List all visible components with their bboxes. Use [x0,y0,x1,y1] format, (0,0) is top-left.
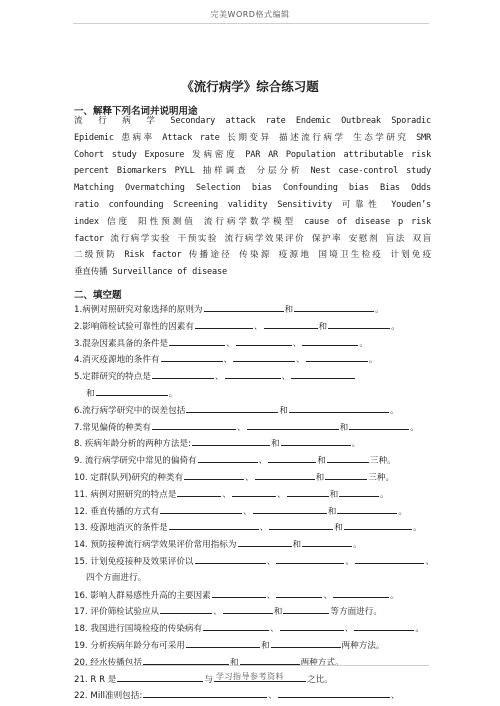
separator-text: 、 [213,607,222,618]
answer-blank[interactable] [268,452,316,463]
separator-text: 、 [266,556,276,567]
terms-line: Matching Overmatching Selection bias Confounding bias Bias Odds [74,183,431,194]
question-ending: 、 [425,556,434,567]
terms-line: percent Biomarkers PYLL 抽样调查 分层分析 Nest case-control study [74,166,431,177]
question-item [74,385,434,402]
separator-text: 和 [229,657,239,668]
answer-blank[interactable] [291,368,355,379]
separator-text: 和 [270,439,280,450]
answer-blank[interactable] [328,318,390,329]
question-item [74,587,434,604]
question-text: 8. 疾病年龄分析的两种方法是: [74,439,191,450]
answer-blank[interactable] [302,335,358,346]
separator-text: 、 [292,338,302,349]
separator-text: 、 [345,556,354,567]
question-ending: 两种方式。 [300,657,344,668]
question-text: 2.影响筛检试验可靠性的因素有 [74,321,194,332]
answer-blank[interactable] [276,587,322,598]
question-item [74,553,434,570]
answer-blank[interactable] [339,486,379,497]
page-footer: 学习指导参考资料 [216,672,284,681]
question-ending: 三种。 [368,472,395,483]
question-item [74,654,434,671]
question-item [74,503,434,520]
question-text: 22. Mill准则包括: [74,691,143,702]
question-item [74,687,434,704]
separator-text: 和 [327,506,337,517]
separator-text: 和 [329,489,339,500]
question-ending: 。 [391,321,400,332]
answer-blank[interactable] [233,351,295,362]
question-text: 19. 分析疾病年龄分布可采用 [74,640,185,651]
separator-text: 、 [223,355,233,366]
answer-blank[interactable] [349,419,409,430]
question-text: 17. 评价筛检试验应从 [74,607,160,618]
question-item [74,335,434,352]
question-item [74,536,434,553]
answer-blank[interactable] [225,368,281,379]
separator-text: 和 [273,607,283,618]
answer-blank[interactable] [325,469,367,480]
question-item [74,318,434,335]
answer-blank[interactable] [344,519,412,530]
separator-text: 、 [222,489,231,500]
answer-blank[interactable] [192,435,270,446]
question-ending: 。 [410,422,419,433]
terms-line: ratio confounding Screening validity Sensitivity 可靠性 Youden’s [74,199,431,210]
separator-text: 、 [296,355,305,366]
separator-text: 、 [270,624,279,635]
answer-blank[interactable] [232,486,276,497]
question-text: 1.病例对照研究对象选择的原则为 [74,305,203,315]
separator-text: 、 [281,372,291,383]
question-ending: 等方面进行。 [330,607,382,618]
question-item [74,519,434,536]
answer-blank[interactable] [186,637,260,648]
question-ending: 。 [380,489,389,500]
separator-text: 和 [318,321,328,332]
question-text: 21. R R 是 [74,674,117,685]
answer-blank[interactable] [223,603,273,614]
answer-blank[interactable] [160,503,242,514]
answer-blank[interactable] [161,351,223,362]
question-text: 四个方面进行。 [86,572,147,583]
separator-text: 和 [317,456,326,467]
separator-text: 、 [268,691,277,702]
question-ending: 。 [389,405,399,416]
question-text: 7.常见偏倚的种类有 [74,422,151,433]
question-ending: 。 [168,388,178,399]
question-item [74,452,434,469]
question-item [74,469,434,486]
separator-text: 、 [253,321,263,332]
answer-blank[interactable] [287,486,329,497]
answer-blank[interactable] [281,435,351,446]
answer-blank[interactable] [236,335,292,346]
answer-blank[interactable] [278,687,390,698]
answer-blank[interactable] [204,301,284,312]
question-text: 和 [86,388,95,399]
page-header: 完美WORD格式编辑 [210,10,290,19]
answer-blank[interactable] [195,318,253,329]
answer-blank[interactable] [212,587,266,598]
question-item [74,486,434,503]
answer-blank[interactable] [280,620,344,631]
separator-text: 、 [259,523,269,534]
question-text: 9. 流行病学研究中常见的偏倚有 [74,456,197,467]
question-item [74,570,434,587]
separator-text: 、 [226,338,235,349]
section-1-terms [74,113,431,281]
terms-line: 垂直传播 Surveillance of disease [74,267,227,278]
answer-blank[interactable] [143,687,267,698]
separator-text: 、 [276,489,286,500]
answer-blank[interactable] [289,402,389,413]
question-text: 3.混杂因素具备的条件是 [74,338,169,349]
question-ending: 之比。 [307,674,333,685]
separator-text: 和 [315,472,325,483]
header-divider [73,23,429,24]
separator-text: 和 [334,523,343,534]
answer-blank[interactable] [152,419,236,430]
question-ending: 两种方法。 [341,640,385,651]
answer-blank[interactable] [269,519,333,530]
answer-blank[interactable] [354,620,414,631]
question-item [74,351,434,368]
answer-blank[interactable] [337,503,397,514]
answer-blank[interactable] [283,603,329,614]
section-2-heading: 二、填空题 [74,290,122,301]
question-text: 14. 预防接种流行病学效果评价常用指标为 [74,540,237,551]
separator-text: 和 [339,422,349,433]
question-text: 11. 病例对照研究的特点是 [74,489,177,500]
answer-blank[interactable] [169,519,259,530]
separator-text: 、 [323,590,332,601]
terms-line: index 信度 阳性预测值 流行病学数学模型 cause of disease p risk [74,216,431,227]
separator-text: 与 [204,674,214,685]
terms-line: 流 行 病 学 Secondary attack rate Endemic Outbreak Sporadic [74,116,431,126]
answer-blank[interactable] [327,452,369,463]
question-text: 5.定群研究的特点是 [74,372,151,383]
question-text: 15. 计划免疫接种及效果评价以 [74,556,194,567]
answer-blank[interactable] [264,318,318,329]
separator-text: 、 [258,456,268,467]
question-text: 6.流行病学研究中的误差包括 [74,405,186,416]
terms-line: factor 流行病学实验 干预实验 流行病学效果评价 保护率 安慰剂 盲法 双盲 [74,233,431,244]
question-ending: 。 [375,305,384,315]
question-ending: 。 [351,439,361,450]
answer-blank[interactable] [240,654,300,665]
question-text: 18. 我国进行国境检疫的传染病有 [74,624,203,635]
answer-blank[interactable] [253,503,327,514]
question-item [74,637,434,654]
separator-text: 、 [245,472,254,483]
question-ending: 。 [389,590,399,601]
answer-blank[interactable] [186,402,278,413]
question-item [74,368,434,385]
question-ending: 。 [359,338,368,349]
answer-blank[interactable] [306,351,368,362]
separator-text: 、 [344,624,354,635]
separator-text: 、 [214,372,224,383]
question-item [74,620,434,637]
question-item [74,603,434,620]
answer-blank[interactable] [152,368,214,379]
question-ending: 。 [353,540,362,551]
answer-blank[interactable] [143,654,229,665]
section-1-heading: 一、解释下列名词并说明用途 [74,106,198,117]
separator-text: 、 [243,506,252,517]
separator-text: 和 [284,305,294,315]
terms-line: Cohort study Exposure 发病密度 PAR AR Population attributable risk [74,149,431,160]
separator-text: 和 [279,405,288,416]
question-text: 13. 疫源地消灭的条件是 [74,523,168,534]
question-ending: 。 [412,523,422,534]
separator-text: 和 [260,640,270,651]
answer-blank[interactable] [238,536,292,547]
answer-blank[interactable] [195,553,266,564]
separator-text: 和 [292,540,302,551]
answer-blank[interactable] [355,553,425,564]
answer-blank[interactable] [302,536,352,547]
document-title: 《流行病学》综合练习题 [181,79,319,94]
question-item [74,402,434,419]
question-item [74,419,434,436]
question-ending: 。 [398,506,407,517]
question-ending: 。 [415,624,424,635]
terms-line: 二级预防 Risk factor 传播途径 传染源 疫源地 国境卫生检疫 计划免疫 [74,250,431,261]
question-text: 10. 定群(队列)研究的种类有 [74,472,184,483]
answer-blank[interactable] [255,469,315,480]
answer-blank[interactable] [271,637,341,648]
fill-in-questions [74,301,434,704]
footer-divider [73,665,429,666]
question-item [74,435,434,452]
question-ending: 、 [390,691,400,702]
question-text: 4.消灭疫源地的条件有 [74,355,160,366]
question-text: 16. 影响人群易感性升高的主要因素 [74,590,211,601]
separator-text: 、 [236,422,246,433]
separator-text: 、 [266,590,276,601]
question-text: 12. 垂直传播的方式有 [74,506,160,517]
answer-blank[interactable] [294,301,374,312]
answer-blank[interactable] [184,469,244,480]
answer-blank[interactable] [169,335,225,346]
answer-blank[interactable] [160,603,212,614]
question-ending: 三种。 [369,456,396,467]
answer-blank[interactable] [177,486,221,497]
answer-blank[interactable] [96,385,168,396]
answer-blank[interactable] [198,452,258,463]
question-item [74,301,434,318]
answer-blank[interactable] [276,553,344,564]
answer-blank[interactable] [247,419,339,430]
answer-blank[interactable] [333,587,389,598]
question-ending: 。 [368,355,378,366]
answer-blank[interactable] [203,620,269,631]
question-text: 20. 经水传播包括 [74,657,142,668]
terms-line: Epidemic 患病率 Attack rate 长期变异 描述流行病学 生态学研究 SMR [74,132,431,143]
